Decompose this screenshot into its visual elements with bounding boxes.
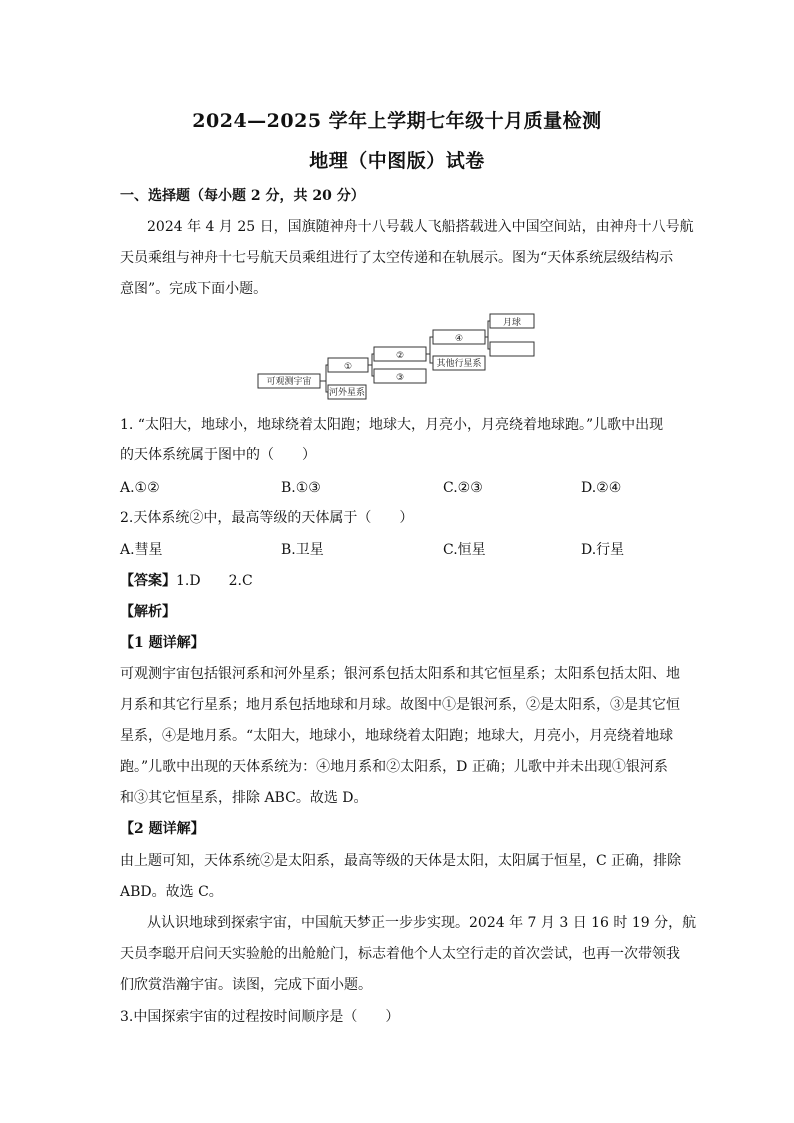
analysis-q1-line-2: 月系和其它行星系；地月系包括地球和月球。故图中①是银河系，②是太阳系，③是其它恒 [120, 697, 680, 713]
passage2-line-2: 天员李聪开启问天实验舱的出舱舱门，标志着他个人太空行走的首次尝试，也再一次带领我 [120, 946, 680, 962]
q1-line-1: 1. “太阳大，地球小，地球绕着太阳跑；地球大，月亮小，月亮绕着地球跑。”儿歌中出现 [120, 417, 664, 433]
node-4-label: ④ [454, 334, 464, 344]
q2-option-a: A.彗星 [120, 542, 163, 558]
analysis-q1-line-3: 星系，④是地月系。“太阳大，地球小，地球绕着太阳跑；地球大，月亮小，月亮绕着地球 [120, 728, 674, 744]
analysis-q2-label: 【2 题详解】 [120, 821, 205, 837]
q3-stem: 3.中国探索宇宙的过程按时间顺序是（ ） [120, 1009, 400, 1025]
node-2-label: ② [395, 351, 405, 361]
q1-line-2: 的天体系统属于图中的（ ） [120, 447, 316, 463]
node-milky-outer-label: 河外星系 [328, 388, 366, 398]
q1-option-a: A.①② [120, 480, 160, 496]
q2-option-c: C.恒星 [443, 542, 486, 558]
connector-n2-n4 [426, 337, 433, 354]
exam-subtitle: 地理（中图版）试卷 [309, 150, 485, 172]
analysis-q2-line-1: 由上题可知，天体系统②是太阳系，最高等级的天体是太阳，太阳属于恒星，C 正确，排除 [120, 853, 682, 869]
passage2-line-1: 从认识地球到探索宇宙，中国航天梦正一步步实现。2024 年 7 月 3 日 16 时 19 分，航 [147, 915, 697, 931]
q2-stem: 2.天体系统②中，最高等级的天体属于（ ） [120, 510, 414, 526]
analysis-q1-line-5: 和③其它恒星系，排除 ABC。故选 D。 [120, 790, 368, 806]
analysis-q2-line-2: ABD。故选 C。 [120, 884, 223, 900]
node-other-planets-label: 其他行星系 [436, 359, 482, 369]
passage1-line-2: 天员乘组与神舟十七号航天员乘组进行了太空传递和在轨展示。图为“天体系统层级结构示 [120, 250, 674, 266]
analysis-q1-line-4: 跑。”儿歌中出现的天体系统为：④地月系和②太阳系，D 正确；儿歌中并未出现①银河系 [120, 759, 668, 775]
answer-label: 【答案】 [120, 573, 176, 589]
node-blank [490, 342, 534, 356]
answer-line [120, 571, 680, 591]
section-heading: 一、选择题（每小题 2 分，共 20 分） [120, 188, 365, 204]
connector-root-n1 [320, 365, 328, 381]
connector-n4-moon [485, 321, 490, 337]
passage2-line-3: 们欣赏浩瀚宇宙。读图，完成下面小题。 [120, 977, 372, 993]
analysis-q1-label: 【1 题详解】 [120, 635, 205, 651]
connector-n1-n2 [368, 354, 374, 365]
q2-option-d: D.行星 [581, 542, 625, 558]
node-observable-universe-label: 可观测宇宙 [266, 377, 312, 387]
analysis-label: 【解析】 [120, 604, 176, 620]
q1-option-b: B.①③ [281, 480, 321, 496]
node-3-label: ③ [395, 373, 405, 383]
exam-title: 2024—2025 学年上学期七年级十月质量检测 [192, 110, 602, 132]
passage1-line-3: 意图”。完成下面小题。 [120, 281, 268, 297]
q1-option-c: C.②③ [443, 480, 483, 496]
node-moon-label: 月球 [502, 318, 522, 328]
node-1-label: ① [343, 362, 353, 372]
passage1-line-1: 2024 年 4 月 25 日，国旗随神舟十八号载人飞船搭载进入中国空间站，由神舟十八号航 [147, 219, 694, 235]
analysis-q1-line-1: 可观测宇宙包括银河系和河外星系；银河系包括太阳系和其它恒星系；太阳系包括太阳、地 [120, 666, 680, 682]
answer-text: 1.D 2.C [176, 573, 253, 589]
q2-option-b: B.卫星 [281, 542, 324, 558]
q1-option-d: D.②④ [581, 480, 622, 496]
